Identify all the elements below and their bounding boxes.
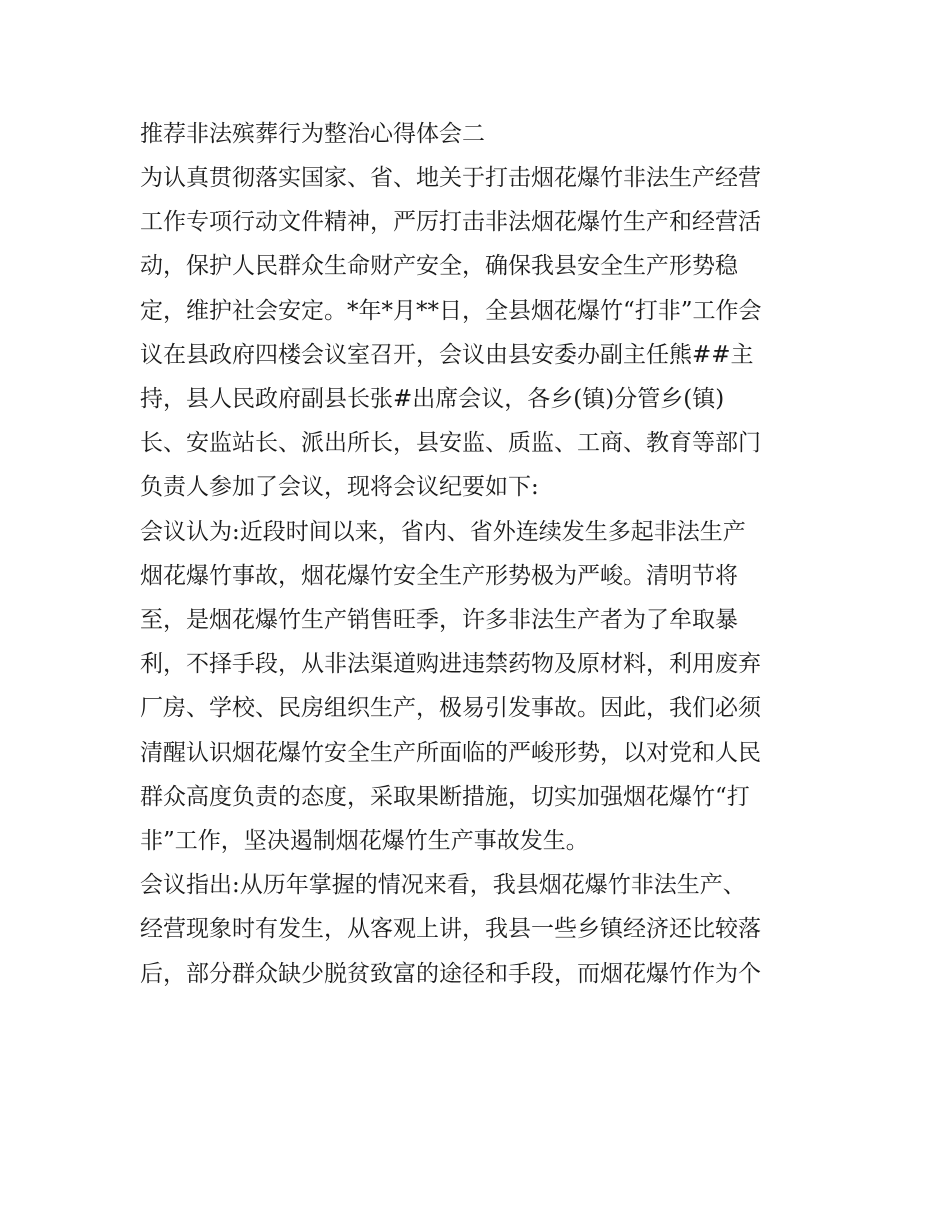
text-line: 厂房、学校、民房组织生产，极易引发事故。因此，我们必须: [140, 695, 761, 722]
text-line: 会议认为:近段时间以来，省内、省外连续发生多起非法生产: [140, 518, 746, 545]
text-line: 利，不择手段，从非法渠道购进违禁药物及原材料，利用废弃: [140, 651, 761, 678]
text-line: 持，县人民政府副县长张#出席会议，各乡(镇)分管乡(镇): [140, 386, 725, 413]
text-line: 群众高度负责的态度，采取果断措施，切实加强烟花爆竹“打: [140, 783, 750, 810]
text-line: 长、安监站长、派出所长，县安监、质监、工商、教育等部门: [140, 430, 761, 457]
text-line: 烟花爆竹事故，烟花爆竹安全生产形势极为严峻。清明节将: [140, 562, 738, 589]
document-body: [140, 156, 820, 996]
text-line: 议在县政府四楼会议室召开，会议由县安委办副主任熊##主: [140, 341, 754, 368]
text-line: 定，维护社会安定。*年*月**日，全县烟花爆竹“打非”工作会: [140, 297, 762, 324]
text-line: 后，部分群众缺少脱贫致富的途径和手段，而烟花爆竹作为个: [140, 960, 761, 987]
text-line: 清醒认识烟花爆竹安全生产所面临的严峻形势，以对党和人民: [140, 739, 761, 766]
text-line: 负责人参加了会议，现将会议纪要如下:: [140, 474, 539, 501]
text-line: 为认真贯彻落实国家、省、地关于打击烟花爆竹非法生产经营: [140, 165, 761, 191]
text-line: 至，是烟花爆竹生产销售旺季，许多非法生产者为了牟取暴: [140, 607, 738, 634]
text-line: 动，保护人民群众生命财产安全，确保我县安全生产形势稳: [140, 253, 738, 280]
text-line: 非”工作，坚决遏制烟花爆竹生产事故发生。: [140, 828, 589, 855]
text-line: 会议指出:从历年掌握的情况来看，我县烟花爆竹非法生产、: [140, 872, 746, 899]
text-line: 经营现象时有发生，从客观上讲，我县一些乡镇经济还比较落: [140, 916, 761, 943]
document-page: [140, 112, 820, 996]
text-line: 工作专项行动文件精神，严厉打击非法烟花爆竹生产和经营活: [140, 209, 761, 236]
document-title: 推荐非法殡葬行为整治心得体会二: [140, 121, 485, 147]
